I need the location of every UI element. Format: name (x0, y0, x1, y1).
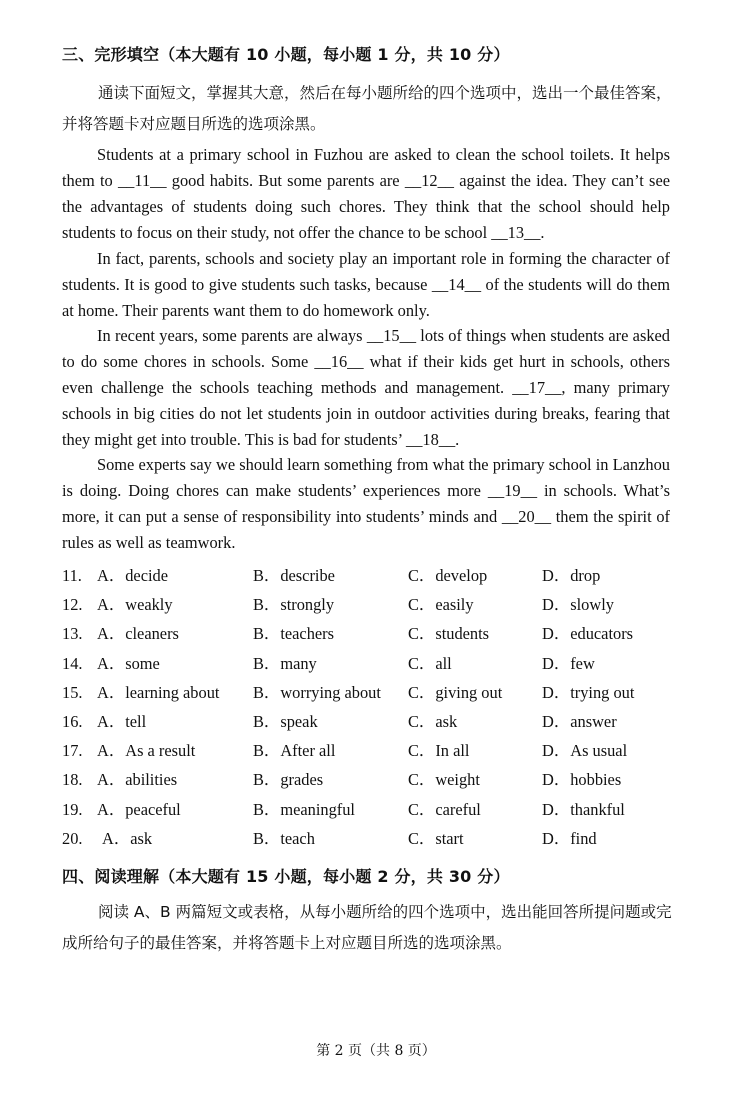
option-c: C．ask (408, 711, 458, 731)
question-row (62, 649, 682, 678)
option-a: A．abilities (97, 770, 178, 790)
question-row (62, 736, 682, 765)
section-3-title: 三、完形填空（本大题有 10 小题，每小题 1 分，共 10 分） (62, 45, 510, 64)
page-number-footer: 第 2 页（共 8 页） (316, 1043, 436, 1059)
option-b: B．meaningful (253, 799, 355, 819)
question-row (62, 824, 682, 853)
option-a: A．some (97, 653, 160, 673)
option-d: D．drop (542, 566, 601, 585)
cloze-options (62, 561, 682, 853)
question-number: 12. (62, 595, 83, 615)
option-c: C．all (408, 653, 452, 673)
option-b: B．describe (253, 566, 335, 585)
section-4-instructions: 阅读 A、B 两篇短文或表格，从每小题所给的四个选项中，选出能回答所提问题或完成所给句子的最佳答案，并将答题卡上对应题目所选的选项涂黑。 (62, 903, 672, 952)
question-number: 15. (62, 682, 83, 702)
option-c: C．weight (408, 770, 480, 790)
question-row (62, 590, 682, 619)
option-d: D．thankful (542, 799, 625, 819)
option-d: D．trying out (542, 682, 635, 702)
option-c: C．start (408, 828, 464, 848)
option-d: D．hobbies (542, 770, 622, 790)
question-row (62, 678, 682, 707)
option-a: A．cleaners (97, 624, 179, 644)
passage-paragraph-4: Some experts say we should learn something from what the primary school in Lanzhou is doing. Doing chores can make students’ experiences more __19__ in schools. What’s more, it can put a sense of responsibility into students’ minds and __20__ them the spirit of rules as well as teamwork. (62, 455, 670, 552)
question-row (62, 765, 682, 794)
option-b: B．grades (253, 770, 324, 790)
question-number: 13. (62, 624, 83, 644)
option-b: B．teach (253, 828, 315, 848)
section-3-instructions: 通读下面短文，掌握其大意，然后在每小题所给的四个选项中，选出一个最佳答案，并将答题卡对应题目所选的选项涂黑。 (62, 84, 672, 133)
option-c: C．giving out (408, 682, 503, 702)
question-row (62, 561, 682, 590)
passage-paragraph-3: In recent years, some parents are always __15__ lots of things when students are asked to do some chores in schools. Some __16__ what if their kids get hurt in schools, others even challenge the schools teaching methods and management. __17__, many primary schools in big cities do not let students join in outdoor activities during breaks, fearing that they might get into trouble. This is bad for students’ __18__. (62, 326, 670, 449)
passage-paragraph-1: Students at a primary school in Fuzhou are asked to clean the school toilets. It helps them to __11__ good habits. But some parents are __12__ against the idea. They can’t see the advantages of students doing such chores. They think that the school should help students to focus on their study, not offer the chance to be school __13__. (62, 145, 670, 242)
option-d: D．slowly (542, 595, 614, 615)
option-b: B．strongly (253, 595, 335, 615)
option-b: B．teachers (253, 624, 335, 644)
option-b: B．speak (253, 711, 318, 731)
option-a: A．learning about (97, 682, 220, 702)
question-number: 17. (62, 741, 83, 761)
option-a: A．peaceful (97, 799, 181, 819)
option-c: C．careful (408, 799, 481, 819)
section-4-title: 四、阅读理解（本大题有 15 小题，每小题 2 分，共 30 分） (62, 867, 510, 886)
option-d: D．few (542, 653, 595, 673)
option-a: A．tell (97, 711, 147, 731)
option-c: C．develop (408, 566, 488, 585)
question-number: 14. (62, 653, 83, 673)
option-d: D．answer (542, 711, 617, 731)
option-c: C．students (408, 624, 490, 644)
option-b: B．many (253, 653, 317, 673)
passage-paragraph-2: In fact, parents, schools and society play an important role in forming the character of students. It is good to give students such tasks, because __14__ of the students will do them at home. Their parents want them to do homework only. (62, 249, 670, 320)
option-a: A．ask (102, 828, 153, 848)
option-b: B．After all (253, 741, 336, 761)
option-d: D．As usual (542, 741, 628, 761)
question-number: 19. (62, 799, 83, 819)
question-number: 18. (62, 770, 83, 790)
question-number: 20. (62, 828, 83, 848)
question-row (62, 707, 682, 736)
option-c: C．In all (408, 741, 470, 761)
option-c: C．easily (408, 595, 474, 615)
option-a: A．As a result (97, 741, 196, 761)
option-a: A．weakly (97, 595, 173, 615)
question-row (62, 619, 682, 648)
option-a: A．decide (97, 566, 168, 585)
option-d: D．find (542, 828, 597, 848)
question-number: 11. (62, 566, 82, 585)
question-number: 16. (62, 711, 83, 731)
option-b: B．worrying about (253, 682, 381, 702)
option-d: D．educators (542, 624, 634, 644)
question-row (62, 795, 682, 824)
